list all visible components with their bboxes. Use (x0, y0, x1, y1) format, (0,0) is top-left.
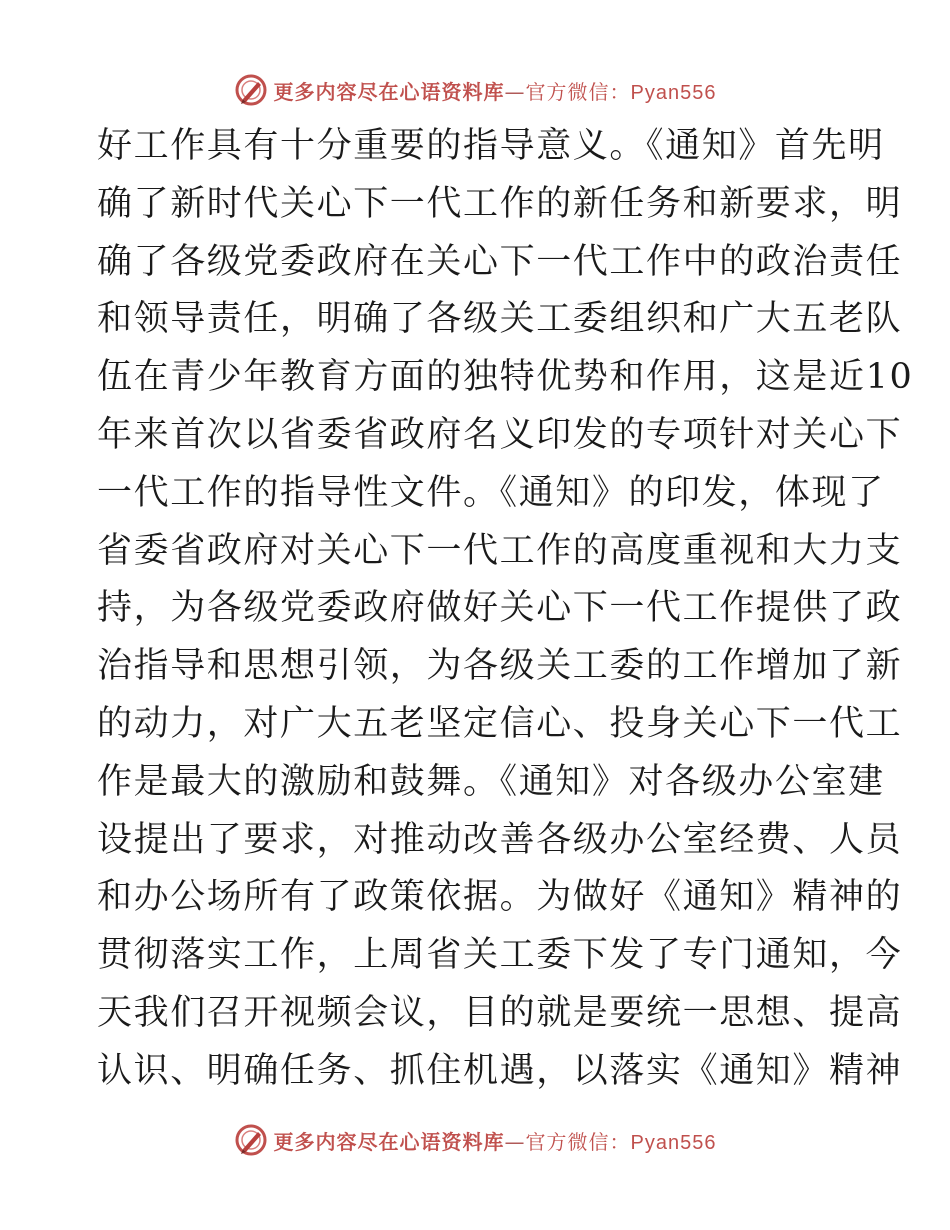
header-wechat-id: Pyan556 (630, 81, 717, 104)
document-body (97, 118, 914, 1101)
body-line: 治指导和思想引领，为各级关工委的工作增加了新 (97, 646, 903, 687)
body-line: 贯彻落实工作，上周省关工委下发了专门通知，今 (97, 935, 903, 976)
footer-banner (0, 1120, 950, 1160)
header-brand: 更多内容尽在心语资料库 (273, 79, 505, 104)
body-line: 持，为各级党委政府做好关心下一代工作提供了政 (97, 588, 903, 629)
body-line: 的动力，对广大五老坚定信心、投身关心下一代工 (97, 703, 903, 744)
pen-logo-icon (234, 1123, 268, 1157)
header-official: 官方微信： (525, 79, 631, 104)
body-line: 省委省政府对关心下一代工作的高度重视和大力支 (97, 530, 903, 571)
body-line: 和办公场所有了政策依据。为做好《通知》精神的 (97, 877, 903, 918)
header-banner-text (274, 76, 717, 105)
footer-banner-text (274, 1126, 717, 1155)
body-line: 设提出了要求，对推动改善各级办公室经费、人员 (97, 819, 903, 860)
body-line: 一代工作的指导性文件。《通知》的印发，体现了 (97, 472, 885, 513)
body-line: 作是最大的激励和鼓舞。《通知》对各级办公室建 (97, 761, 885, 802)
footer-separator: — (504, 1129, 526, 1154)
body-line: 确了各级党委政府在关心下一代工作中的政治责任 (97, 241, 903, 282)
body-line: 认识、明确任务、抓住机遇，以落实《通知》精神 (97, 1050, 903, 1091)
body-line: 和领导责任，明确了各级关工委组织和广大五老队 (97, 299, 903, 340)
header-banner (0, 70, 950, 110)
footer-wechat-id: Pyan556 (630, 1131, 717, 1154)
pen-logo-icon (234, 73, 268, 107)
body-line: 确了新时代关心下一代工作的新任务和新要求，明 (97, 183, 903, 224)
body-line: 年来首次以省委省政府名义印发的专项针对关心下 (97, 414, 903, 455)
body-line: 天我们召开视频会议，目的就是要统一思想、提高 (97, 992, 903, 1033)
header-banner-inner (234, 73, 717, 107)
footer-brand: 更多内容尽在心语资料库 (273, 1129, 505, 1154)
body-line: 伍在青少年教育方面的独特优势和作用，这是近10 (97, 357, 914, 398)
header-separator: — (504, 79, 526, 104)
body-line: 好工作具有十分重要的指导意义。《通知》首先明 (97, 126, 885, 166)
footer-official: 官方微信： (525, 1129, 631, 1154)
footer-banner-inner (234, 1123, 717, 1157)
